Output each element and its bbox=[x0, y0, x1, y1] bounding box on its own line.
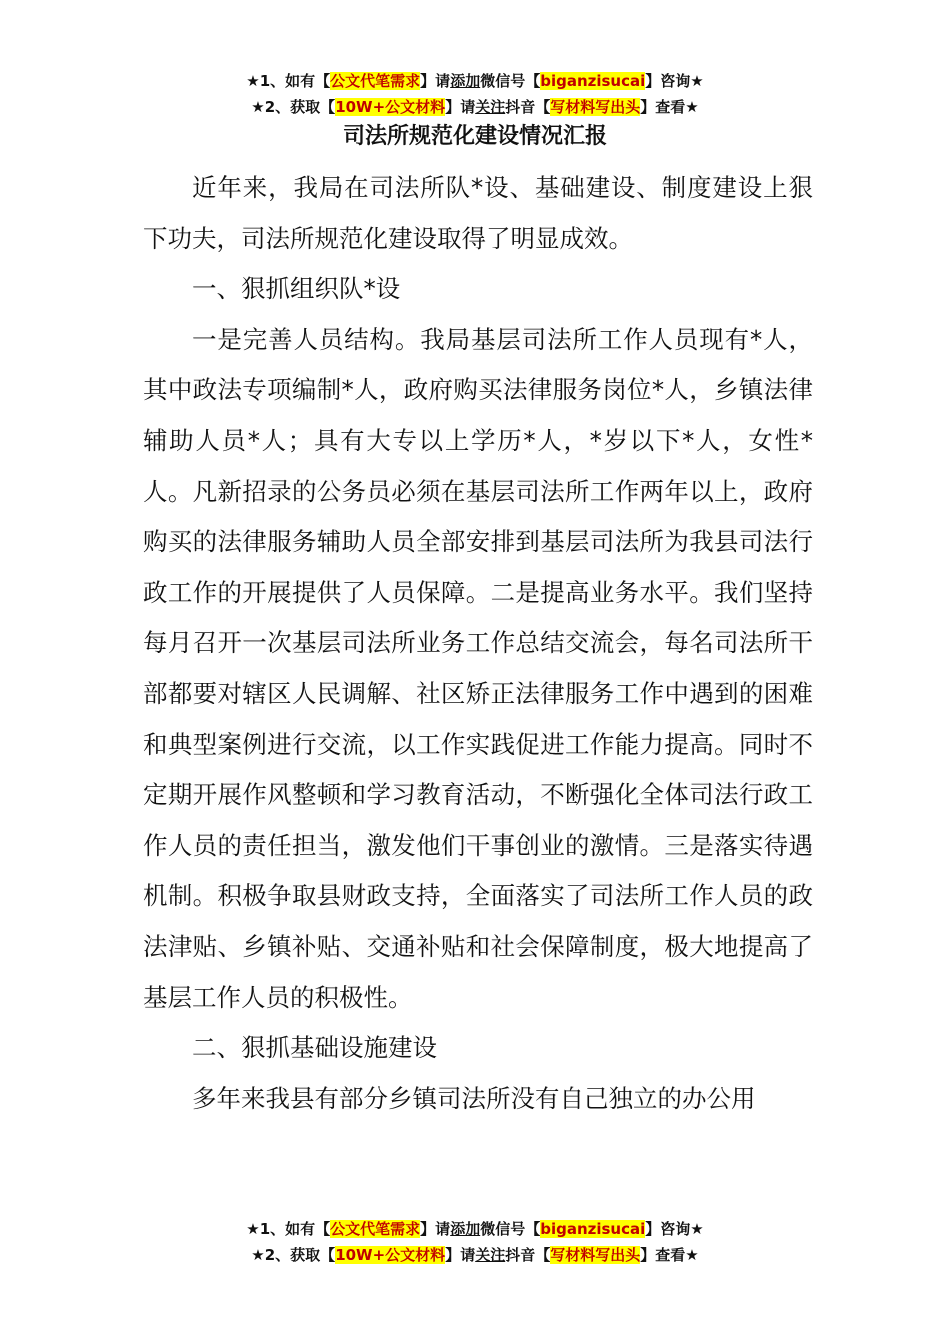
header-notice bbox=[0, 68, 950, 120]
notice-emphasis: 关注 bbox=[475, 1246, 506, 1264]
notice-text: ★2、获取【 bbox=[251, 98, 336, 116]
notice-text: 微信号【 bbox=[480, 1220, 541, 1238]
notice-text: ★1、如有【 bbox=[246, 72, 331, 90]
notice-line-2 bbox=[0, 94, 950, 120]
document-title: 司法所规范化建设情况汇报 bbox=[342, 124, 607, 149]
notice-text: 】请 bbox=[420, 72, 451, 90]
notice-text: 】请 bbox=[445, 1246, 476, 1264]
paragraph: 近年来，我局在司法所队*设、基础建设、制度建设上狠下功夫，司法所规范化建设取得了明显成效。 bbox=[143, 173, 813, 253]
notice-text: 】查看★ bbox=[640, 1246, 699, 1264]
notice-text: ★1、如有【 bbox=[246, 1220, 331, 1238]
paragraph: 一是完善人员结构。我局基层司法所工作人员现有*人，其中政法专项编制*人，政府购买法律服务岗位*人，乡镇法律辅助人员*人；具有大专以上学历*人，*岁以下*人，女性*人。凡新招录的公务员必须在基层司法所工作两年以上，政府购买的法律服务辅助人员全部安排到基层司法所为我县司法行政工作的开展提供了人员保障。二是提高业务水平。我们坚持每月召开一次基层司法所业务工作总结交流会，每名司法所干部都要对辖区人民调解、社区矫正法律服务工作中遇到的困难和典型案例进行交流，以工作实践促进工作能力提高。同时不定期开展作风整顿和学习教育活动，不断强化全体司法行政工作人员的责任担当，激发他们干事创业的激情。三是落实待遇机制。积极争取县财政支持，全面落实了司法所工作人员的政法津贴、乡镇补贴、交通补贴和社会保障制度，极大地提高了基层工作人员的积极性。 bbox=[143, 324, 813, 1012]
paragraph: 多年来我县有部分乡镇司法所没有自己独立的办公用 bbox=[192, 1083, 756, 1113]
section-heading: 一、狠抓组织队*设 bbox=[192, 274, 401, 304]
footer-notice bbox=[0, 1216, 950, 1268]
notice-text: 抖音【 bbox=[505, 1246, 551, 1264]
wechat-id-highlight: biganzisucai bbox=[540, 72, 646, 90]
notice-text: 】请 bbox=[420, 1220, 451, 1238]
douyin-highlight: 写材料写出头 bbox=[550, 1246, 641, 1264]
notice-text: 】咨询★ bbox=[645, 72, 704, 90]
notice-text: 微信号【 bbox=[480, 72, 541, 90]
notice-highlight: 10W+公文材料 bbox=[335, 1246, 446, 1264]
notice-line-1 bbox=[0, 68, 950, 94]
notice-emphasis: 关注 bbox=[475, 98, 506, 116]
notice-text: 】咨询★ bbox=[645, 1220, 704, 1238]
notice-highlight: 公文代笔需求 bbox=[330, 72, 421, 90]
notice-text: 抖音【 bbox=[505, 98, 551, 116]
notice-text: 】查看★ bbox=[640, 98, 699, 116]
notice-emphasis: 添加 bbox=[450, 72, 481, 90]
notice-emphasis: 添加 bbox=[450, 1220, 481, 1238]
notice-text: 】请 bbox=[445, 98, 476, 116]
wechat-id-highlight: biganzisucai bbox=[540, 1220, 646, 1238]
notice-text: ★2、获取【 bbox=[251, 1246, 336, 1264]
douyin-highlight: 写材料写出头 bbox=[550, 98, 641, 116]
notice-line-1 bbox=[0, 1216, 950, 1242]
document-body bbox=[143, 163, 813, 1124]
section-heading: 二、狠抓基础设施建设 bbox=[192, 1033, 437, 1063]
notice-line-2 bbox=[0, 1242, 950, 1268]
notice-highlight: 10W+公文材料 bbox=[335, 98, 446, 116]
notice-highlight: 公文代笔需求 bbox=[330, 1220, 421, 1238]
